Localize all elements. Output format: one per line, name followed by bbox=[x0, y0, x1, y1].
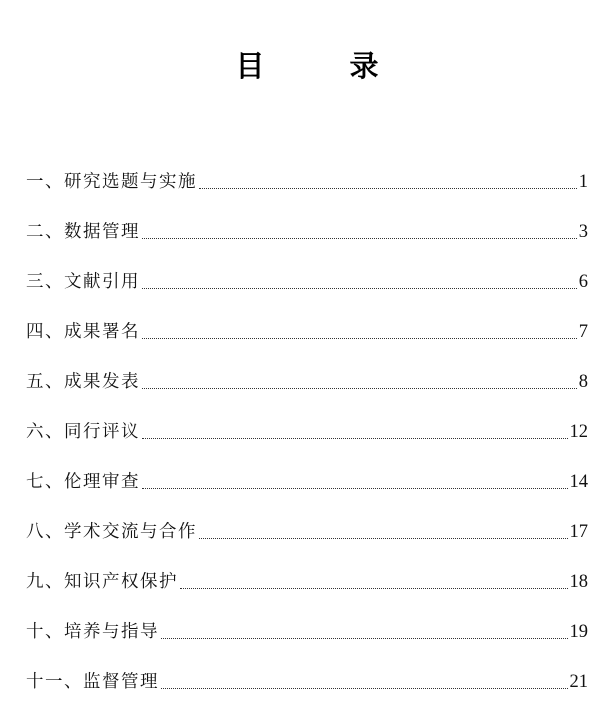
toc-entry[interactable] bbox=[26, 245, 588, 295]
toc-entry-label: 三、文献引用 bbox=[26, 272, 140, 292]
toc-entry[interactable] bbox=[26, 445, 588, 495]
toc-entry-label: 七、伦理审查 bbox=[26, 472, 140, 492]
dot-leader bbox=[142, 438, 568, 439]
toc-entry-page: 18 bbox=[569, 572, 588, 592]
toc-entry-page: 21 bbox=[569, 672, 588, 692]
dot-leader bbox=[161, 688, 568, 689]
toc-entry-label: 十一、监督管理 bbox=[26, 672, 159, 692]
dot-leader bbox=[199, 188, 577, 189]
toc-entry-label: 五、成果发表 bbox=[26, 372, 140, 392]
toc-entry-label: 十、培养与指导 bbox=[26, 622, 159, 642]
toc-entry-label: 一、研究选题与实施 bbox=[26, 172, 197, 192]
dot-leader bbox=[199, 538, 568, 539]
toc-entry-page: 7 bbox=[578, 322, 588, 342]
dot-leader bbox=[142, 338, 577, 339]
toc-entry-label: 二、数据管理 bbox=[26, 222, 140, 242]
toc-entry-label: 九、知识产权保护 bbox=[26, 572, 178, 592]
dot-leader bbox=[161, 638, 568, 639]
toc-entry[interactable] bbox=[26, 345, 588, 395]
toc-entry-page: 14 bbox=[569, 472, 588, 492]
toc-entry[interactable] bbox=[26, 495, 588, 545]
toc-entry-label: 四、成果署名 bbox=[26, 322, 140, 342]
dot-leader bbox=[142, 488, 568, 489]
toc-entry[interactable] bbox=[26, 595, 588, 645]
toc-entry-page: 8 bbox=[578, 372, 588, 392]
toc-entry-page: 6 bbox=[578, 272, 588, 292]
toc-title: 目 录 bbox=[235, 49, 407, 83]
dot-leader bbox=[142, 388, 577, 389]
toc-entry-page: 19 bbox=[569, 622, 588, 642]
toc-entry[interactable] bbox=[26, 195, 588, 245]
toc-entry-page: 3 bbox=[578, 222, 588, 242]
toc-entry-label: 八、学术交流与合作 bbox=[26, 522, 197, 542]
toc-entry-page: 1 bbox=[578, 172, 588, 192]
dot-leader bbox=[142, 288, 577, 289]
toc-entry[interactable] bbox=[26, 295, 588, 345]
toc-entry[interactable] bbox=[26, 145, 588, 195]
dot-leader bbox=[142, 238, 577, 239]
dot-leader bbox=[180, 588, 568, 589]
toc-entry[interactable] bbox=[26, 395, 588, 445]
toc-list bbox=[26, 145, 588, 695]
toc-entry-label: 六、同行评议 bbox=[26, 422, 140, 442]
toc-entry-page: 12 bbox=[569, 422, 588, 442]
toc-entry[interactable] bbox=[26, 645, 588, 695]
toc-entry[interactable] bbox=[26, 545, 588, 595]
toc-entry-page: 17 bbox=[569, 522, 588, 542]
